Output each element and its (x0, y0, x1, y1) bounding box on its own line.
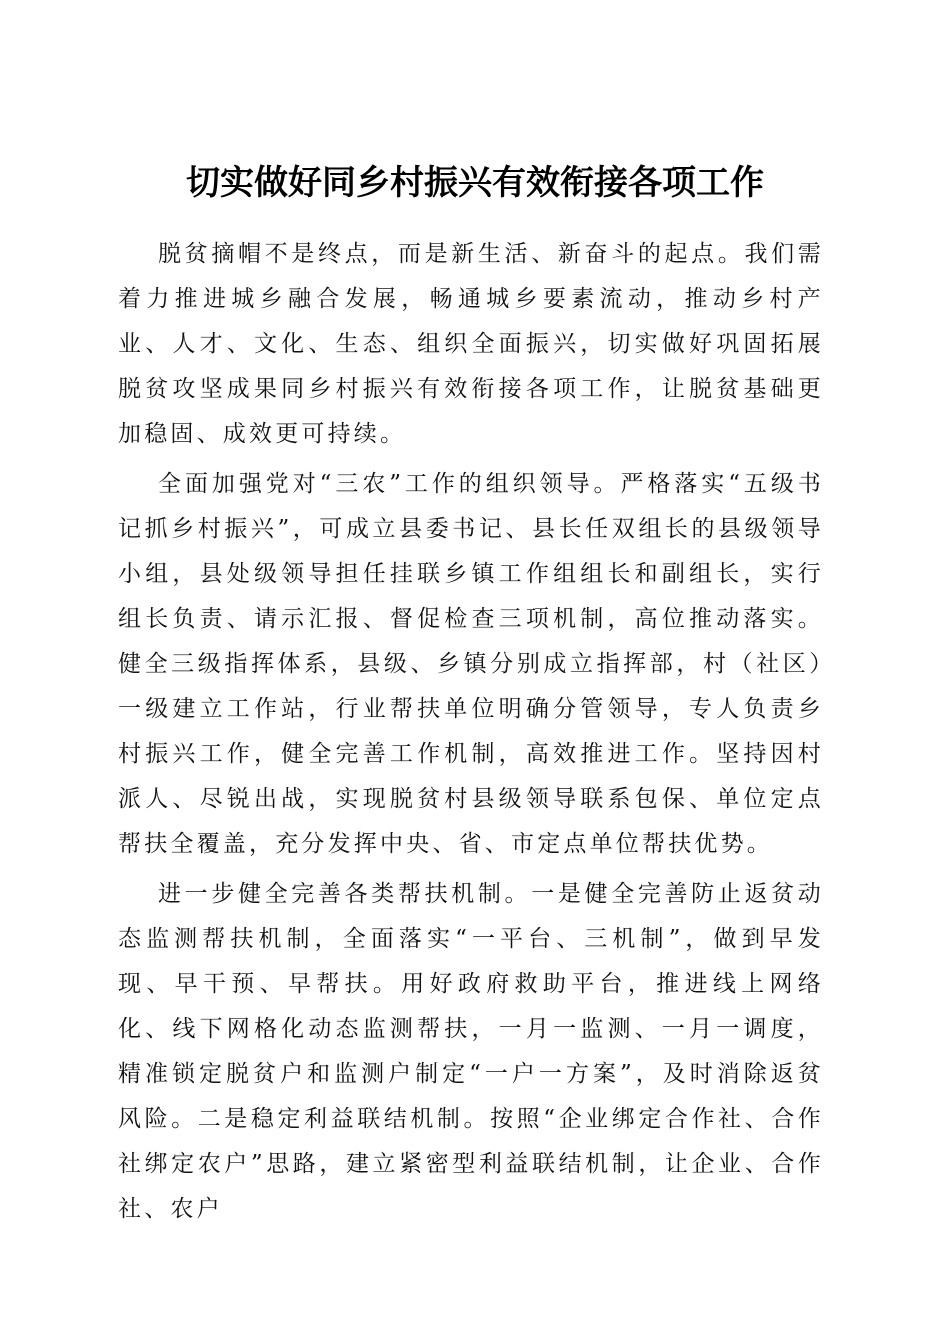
paragraph-2: 全面加强党对“三农”工作的组织领导。严格落实“五级书记抓乡村振兴”，可成立县委书记、县长任双组长的县级领导小组，县处级领导担任挂联乡镇工作组组长和副组长，实行组长负责、请示汇报、督促检查三项机制，高位推动落实。健全三级指挥体系，县级、乡镇分别成立指挥部，村（社区）一级建立工作站，行业帮扶单位明确分管领导，专人负责乡村振兴工作，健全完善工作机制，高效推进工作。坚持因村派人、尽锐出战，实现脱贫村县级领导联系包保、单位定点帮扶全覆盖，充分发挥中央、省、市定点单位帮扶优势。 (118, 471, 824, 857)
document-body (118, 232, 824, 1232)
paragraph-3: 进一步健全完善各类帮扶机制。一是健全完善防止返贫动态监测帮扶机制，全面落实“一平台、三机制”，做到早发现、早干预、早帮扶。用好政府救助平台，推进线上网络化、线下网格化动态监测帮扶，一月一监测、一月一调度，精准锁定脱贫户和监测户制定“一户一方案”，及时消除返贫风险。二是稳定利益联结机制。按照“企业绑定合作社、合作社绑定农户”思路，建立紧密型利益联结机制，让企业、合作社、农户 (118, 881, 824, 1222)
paragraph-1: 脱贫摘帽不是终点，而是新生活、新奋斗的起点。我们需着力推进城乡融合发展，畅通城乡要素流动，推动乡村产业、人才、文化、生态、组织全面振兴，切实做好巩固拓展脱贫攻坚成果同乡村振兴有效衔接各项工作，让脱贫基础更加稳固、成效更可持续。 (118, 241, 824, 447)
document-title: 切实做好同乡村振兴有效衔接各项工作 (186, 162, 764, 203)
